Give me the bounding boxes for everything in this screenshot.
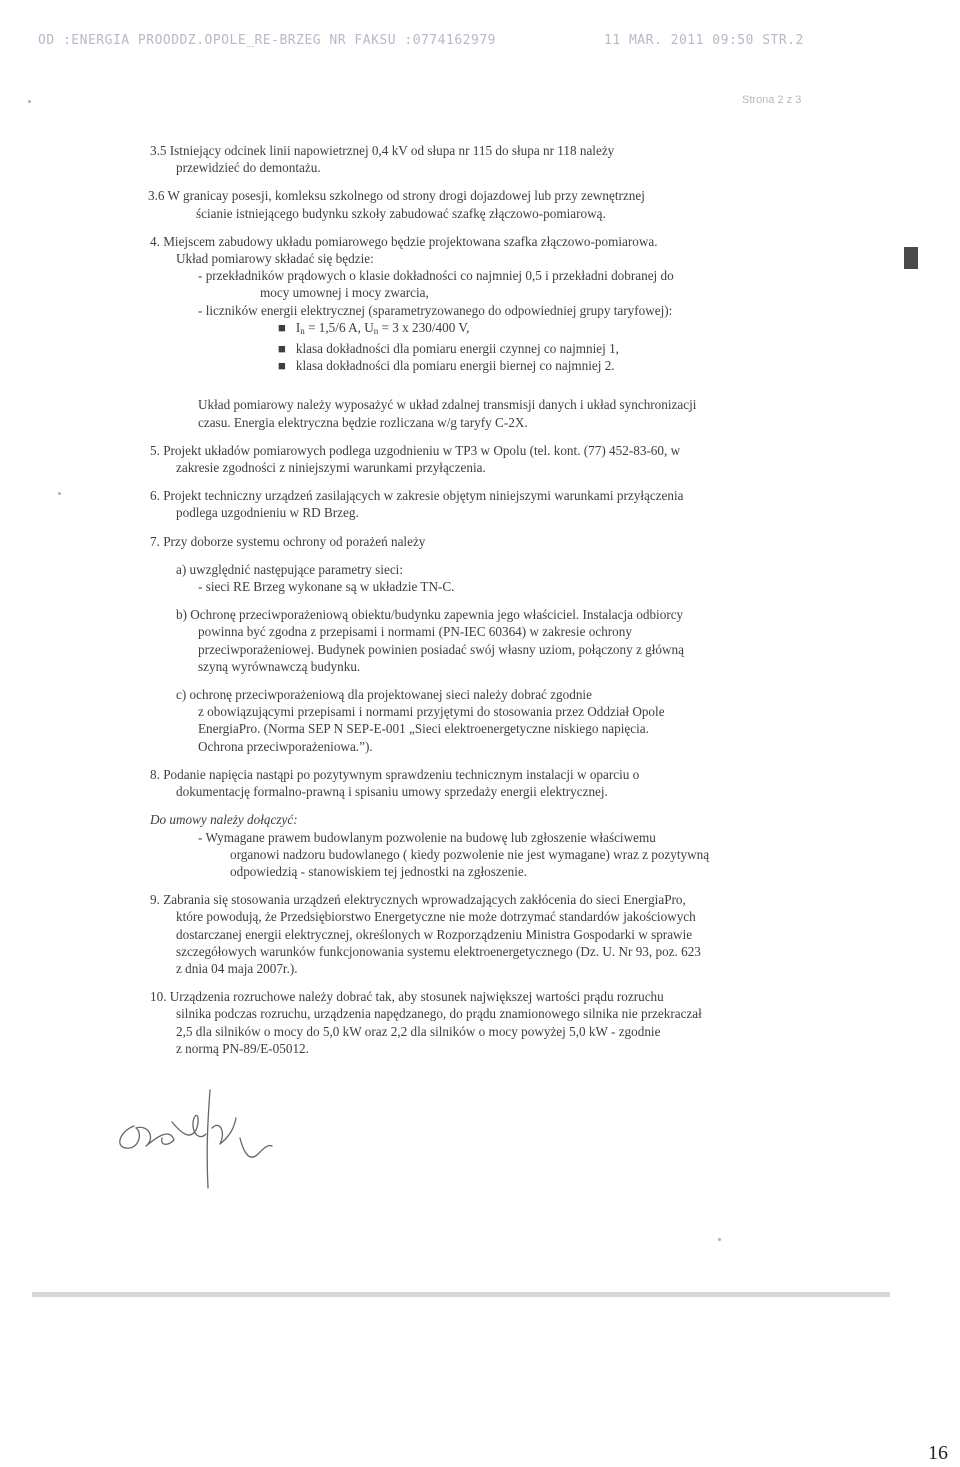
rating-u-value: = 3 x 230/400 V, bbox=[378, 319, 470, 335]
text-line: - liczników energii elektrycznej (sparametryzowanego do odpowiedniej grupy taryfowej): bbox=[198, 302, 673, 318]
text-line: przewidzieć do demontażu. bbox=[176, 160, 321, 176]
rating-line: ■ $I_n = 1,5/6$ A, $U_n = 3$ x 230/400 V, bbox=[278, 319, 470, 336]
text-line: 8. Podanie napięcia nastąpi po pozytywnym sprawdzeniu technicznym instalacji w oparciu o bbox=[150, 766, 640, 782]
text-line: czasu. Energia elektryczna będzie rozliczana w/g taryfy C-2X. bbox=[198, 414, 528, 430]
bullet-line: ■ klasa dokładności dla pomiaru energii biernej co najmniej 2. bbox=[278, 358, 615, 374]
text-line: silnika podczas rozruchu, urządzenia napędzanego, do prądu znamionowego silnika nie przekraczał bbox=[176, 1006, 702, 1022]
paragraph-4 bbox=[150, 233, 830, 319]
fax-header-timestamp: 11 MAR. 2011 09:50 STR.2 bbox=[604, 33, 804, 48]
text-line: z dnia 04 maja 2007r.). bbox=[176, 960, 298, 976]
text-line: 4. Miejscem zabudowy układu pomiarowego będzie projektowana szafka złączowo-pomiarowa. bbox=[150, 233, 658, 249]
bullet-text: klasa dokładności dla pomiaru energii biernej co najmniej 2. bbox=[295, 358, 615, 374]
text-line: - sieci RE Brzeg wykonane są w układzie TN-C. bbox=[198, 579, 455, 595]
paragraph-3-6 bbox=[148, 187, 830, 221]
text-line: ścianie istniejącego budynku szkoły zabudować szafkę złączowo-pomiarową. bbox=[196, 205, 606, 221]
text-line: odpowiedzią - stanowiskiem tej jednostki na zgłoszenie. bbox=[230, 863, 528, 879]
text-line: mocy umownej i mocy zwarcia, bbox=[260, 285, 429, 301]
page-label: Strona 2 z 3 bbox=[742, 94, 802, 106]
fax-header-sender: OD :ENERGIA PROODDZ.OPOLE_RE-BRZEG NR FAKSU :0774162979 bbox=[38, 33, 496, 48]
paragraph-7c bbox=[150, 686, 830, 755]
paragraph-4-bullets bbox=[150, 319, 830, 375]
rating-i-label: I bbox=[295, 319, 301, 335]
scan-artifact-mark bbox=[904, 247, 918, 269]
attachments-heading: Do umowy należy dołączyć: bbox=[150, 812, 298, 828]
text-line: z normą PN-89/E-05012. bbox=[176, 1040, 309, 1056]
text-line: organowi nadzoru budowlanego ( kiedy pozwolenie nie jest wymagane) wraz z pozytywną bbox=[230, 846, 710, 862]
text-line: 6. Projekt techniczny urządzeń zasilających w zakresie objętym niniejszymi warunkami przyłączenia bbox=[150, 488, 684, 504]
text-line: szyną wyrównawczą budynku. bbox=[198, 658, 361, 674]
paragraph-7 bbox=[150, 533, 830, 550]
text-line: - przekładników prądowych o klasie dokładności co najmniej 0,5 i przekładni dobranej do bbox=[198, 268, 674, 284]
text-line: - Wymagane prawem budowlanym pozwolenie na budowę lub zgłoszenie właściwemu bbox=[198, 829, 656, 845]
scan-page-edge bbox=[32, 1292, 890, 1297]
text-line: szczegółowych warunków funkcjonowania systemu elektroenergetycznego (Dz. U. Nr 93, poz. 623 bbox=[176, 943, 701, 959]
text-line: dokumentację formalno-prawną i spisaniu umowy sprzedaży energii elektrycznej. bbox=[176, 784, 608, 800]
paragraph-7b bbox=[150, 606, 830, 675]
text-line: 10. Urządzenia rozruchowe należy dobrać tak, aby stosunek największej wartości prądu rozruchu bbox=[150, 989, 664, 1005]
text-line: Układ pomiarowy należy wyposażyć w układ zdalnej transmisji danych i układ synchronizacji bbox=[198, 397, 697, 413]
text-line: przeciwporażeniowej. Budynek powinien posiadać swój własny uziom, połączony z główną bbox=[198, 641, 684, 657]
text-line: b) Ochronę przeciwporażeniową obiektu/budynku zapewnia jego właściciel. Instalacja odbiorcy bbox=[176, 607, 684, 623]
paragraph-10 bbox=[150, 988, 830, 1057]
text-line: z obowiązującymi przepisami i normami przyjętymi do stosowania przez Oddział Opole bbox=[198, 704, 665, 720]
text-line: a) uwzględnić następujące parametry sieci: bbox=[176, 561, 404, 577]
attachments-note bbox=[150, 811, 830, 880]
text-line: 7. Przy doborze systemu ochrony od porażeń należy bbox=[150, 533, 426, 549]
text-line: 5. Projekt układów pomiarowych podlega uzgodnieniu w TP3 w Opolu (tel. kont. (77) 452-83-60, w bbox=[150, 442, 681, 458]
rating-u-subscript: n bbox=[373, 325, 379, 336]
text-line: które powodują, że Przedsiębiorstwo Energetyczne nie może dotrzymać standardów jakościowych bbox=[176, 909, 696, 925]
paragraph-8 bbox=[150, 766, 830, 800]
text-line: 3.6 W granicay posesji, komleksu szkolnego od strony drogi dojazdowej lub przy zewnętrznej bbox=[148, 188, 645, 204]
text-line: c) ochronę przeciwporażeniową dla projektowanej sieci należy dobrać zgodnie bbox=[176, 687, 592, 703]
page-number: 16 bbox=[928, 1442, 948, 1464]
paragraph-9 bbox=[150, 891, 830, 977]
text-line: 3.5 Istniejący odcinek linii napowietrznej 0,4 kV od słupa nr 115 do słupa nr 118 należy bbox=[150, 143, 615, 158]
rating-i-subscript: n bbox=[300, 325, 305, 336]
paragraph-3-5 bbox=[150, 142, 830, 176]
text-line: dostarczanej energii elektrycznej, określonych w Rozporządzeniu Ministra Gospodarki w sprawie bbox=[176, 926, 693, 942]
text-line: podlega uzgodnieniu w RD Brzeg. bbox=[176, 505, 359, 521]
scan-dot bbox=[28, 100, 31, 103]
bullet-line: ■ klasa dokładności dla pomiaru energii czynnej co najmniej 1, bbox=[278, 341, 619, 357]
scan-dot bbox=[58, 492, 61, 495]
text-line: 9. Zabrania się stosowania urządzeń elektrycznych wprowadzających zakłócenia do sieci EnergiaPro, bbox=[150, 892, 686, 908]
text-line: powinna być zgodna z przepisami i normami (PN-IEC 60364) w zakresie ochrony bbox=[198, 624, 632, 640]
paragraph-4-tail bbox=[150, 396, 830, 430]
text-line: Układ pomiarowy składać się będzie: bbox=[176, 251, 374, 267]
handwritten-signature bbox=[112, 1088, 282, 1198]
scan-dot bbox=[718, 1238, 721, 1241]
bullet-text: klasa dokładności dla pomiaru energii czynnej co najmniej 1, bbox=[295, 341, 619, 357]
text-line: 2,5 dla silników o mocy do 5,0 kW oraz 2,2 dla silników o mocy powyżej 5,0 kW - zgodnie bbox=[176, 1023, 661, 1039]
paragraph-6 bbox=[150, 487, 830, 521]
text-line: Ochrona przeciwporażeniowa.”). bbox=[198, 738, 373, 754]
paragraph-7a bbox=[150, 561, 830, 595]
rating-i-value: = 1,5/6 A, U bbox=[304, 319, 374, 335]
text-line: EnergiaPro. (Norma SEP N SEP-E-001 „Sieci elektroenergetyczne niskiego napięcia. bbox=[198, 721, 649, 737]
document-body bbox=[150, 142, 830, 1068]
text-line: zakresie zgodności z niniejszymi warunkami przyłączenia. bbox=[176, 460, 486, 476]
paragraph-5 bbox=[150, 442, 830, 476]
